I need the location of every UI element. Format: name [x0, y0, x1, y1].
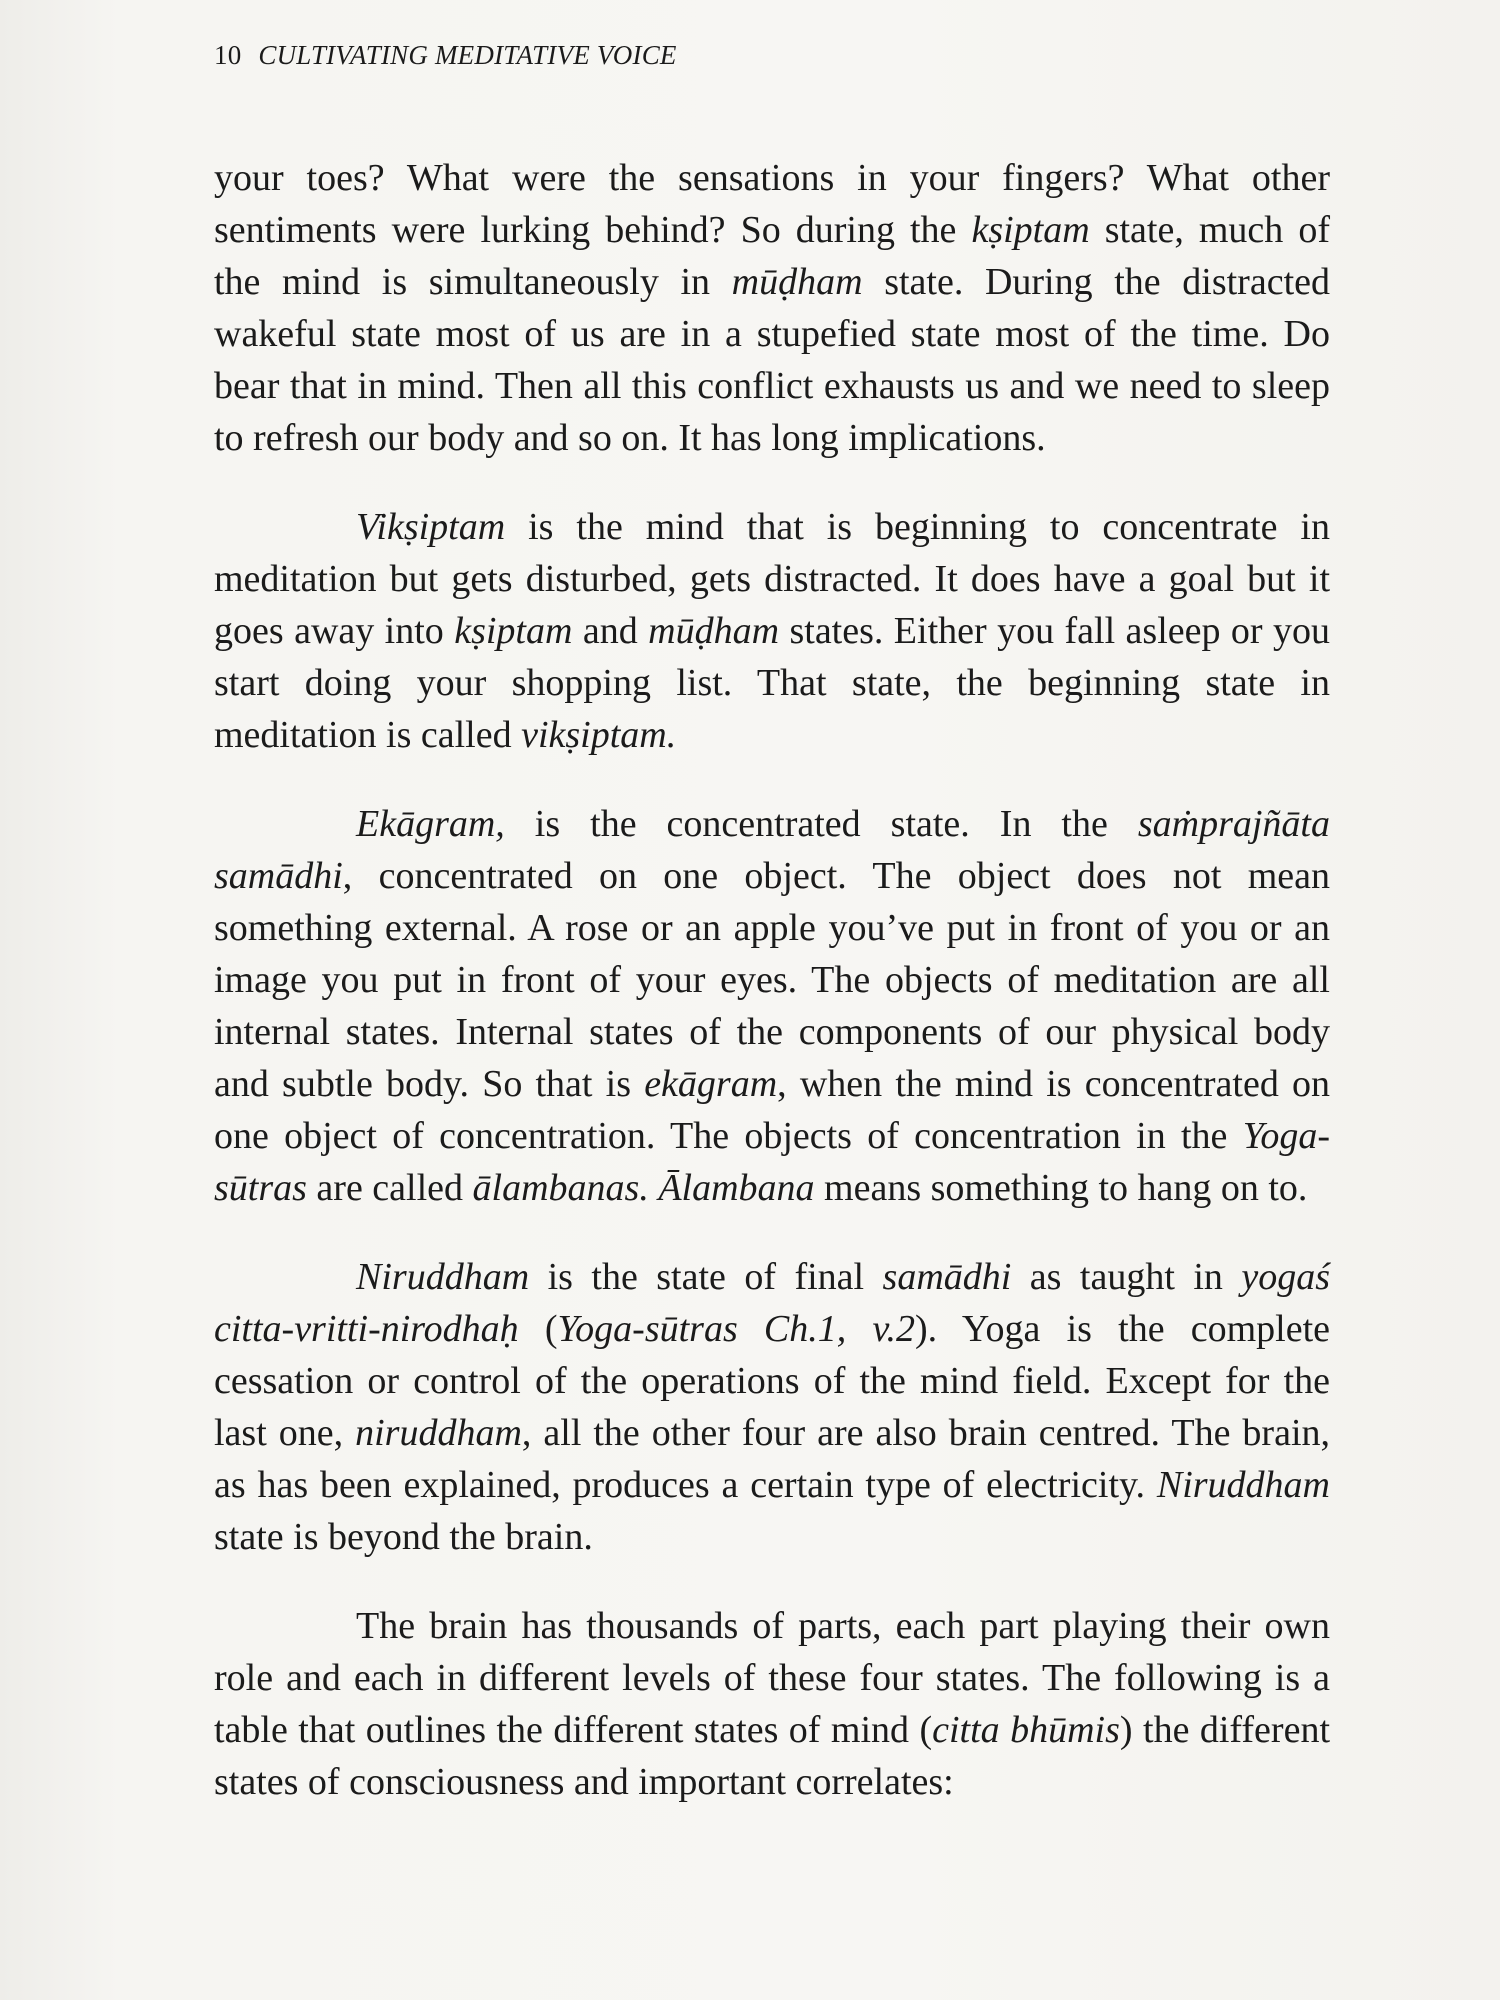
text-run: , concentrated on one object. The object does not mean something external. A rose or an apple you’ve put in front of you or an image you put in front of your eyes. The objects of meditation are all internal states. Internal states of the components of our physical body and subtle body. So that is: [214, 855, 1330, 1105]
text-run: , all the other four are also brain centred. The brain, as has been explained, produces a certain type of electricity.: [214, 1412, 1330, 1506]
text-run: ). Yoga is the complete cessation or control of the operations of the mind field. Except for the last one,: [214, 1308, 1331, 1454]
text-run: state. During the distracted wakeful state most of us are in a stupefied state most of the time. Do bear that in mind. Then all this conflict exhausts us and we need to sleep to refresh our body and so on. It has long implications.: [214, 261, 1330, 459]
text-run: as taught in: [1011, 1256, 1242, 1298]
body-text: [214, 152, 1330, 1808]
italic-term: saṁprajñāta samādhi: [214, 803, 1330, 897]
text-run: is the concentrated state. In the: [504, 803, 1138, 845]
italic-term: Yoga-sūtras: [214, 1115, 1330, 1209]
italic-term: mūḍham: [731, 261, 863, 303]
italic-term: yogaś citta-vritti-nirodhaḥ: [214, 1256, 1330, 1350]
running-header: [214, 40, 677, 71]
text-run: are called: [306, 1167, 473, 1209]
running-title: CULTIVATING MEDITATIVE VOICE: [258, 40, 677, 70]
italic-term: Yoga-sūtras Ch.1, v.2: [557, 1308, 915, 1350]
italic-term: samādhi: [882, 1256, 1012, 1298]
italic-term: Ekāgram,: [356, 803, 505, 845]
italic-term: ālambanas.: [472, 1167, 649, 1209]
text-run: states. Either you fall asleep or you start doing your shopping list. That state, the beginning state in meditation is called: [214, 610, 1330, 756]
italic-term: Vikṣiptam: [356, 506, 506, 548]
italic-term: Ālambana: [658, 1167, 815, 1209]
italic-term: niruddham: [355, 1412, 522, 1454]
text-run: is the mind that is beginning to concentrate in meditation but gets disturbed, gets distracted. It does have a goal but it goes away into: [214, 506, 1330, 652]
paragraph: [214, 798, 1330, 1214]
page-number: 10: [214, 40, 242, 70]
italic-term: ekāgram: [644, 1063, 778, 1105]
paragraph: [214, 1251, 1330, 1563]
text-run: state, much of the mind is simultaneously in: [214, 209, 1330, 303]
italic-term: vikṣiptam.: [521, 714, 677, 756]
paragraph: [214, 152, 1330, 464]
text-run: ) the different states of consciousness and important correlates:: [214, 1709, 1331, 1803]
text-run: The brain has thousands of parts, each part playing their own role and each in different levels of these four states. The following is a table that outlines the different states of mind (: [214, 1605, 1330, 1751]
italic-term: Niruddham: [356, 1256, 530, 1298]
italic-term: mūḍham: [648, 610, 780, 652]
paragraph: [214, 1600, 1330, 1808]
italic-term: Niruddham: [1156, 1464, 1330, 1506]
text-run: [649, 1167, 659, 1209]
paragraph: [214, 501, 1330, 761]
text-run: (: [518, 1308, 558, 1350]
text-run: and: [572, 610, 649, 652]
italic-term: kṣiptam: [454, 610, 573, 652]
italic-term: kṣiptam: [971, 209, 1090, 251]
text-run: is the state of final: [529, 1256, 883, 1298]
italic-term: citta bhūmis: [932, 1709, 1120, 1751]
text-run: means something to hang on to.: [814, 1167, 1308, 1209]
text-run: , when the mind is concentrated on one object of concentration. The objects of concentration in the: [214, 1063, 1330, 1157]
text-run: state is beyond the brain.: [214, 1516, 593, 1558]
text-run: your toes? What were the sensations in your fingers? What other sentiments were lurking behind? So during the: [214, 157, 1330, 251]
